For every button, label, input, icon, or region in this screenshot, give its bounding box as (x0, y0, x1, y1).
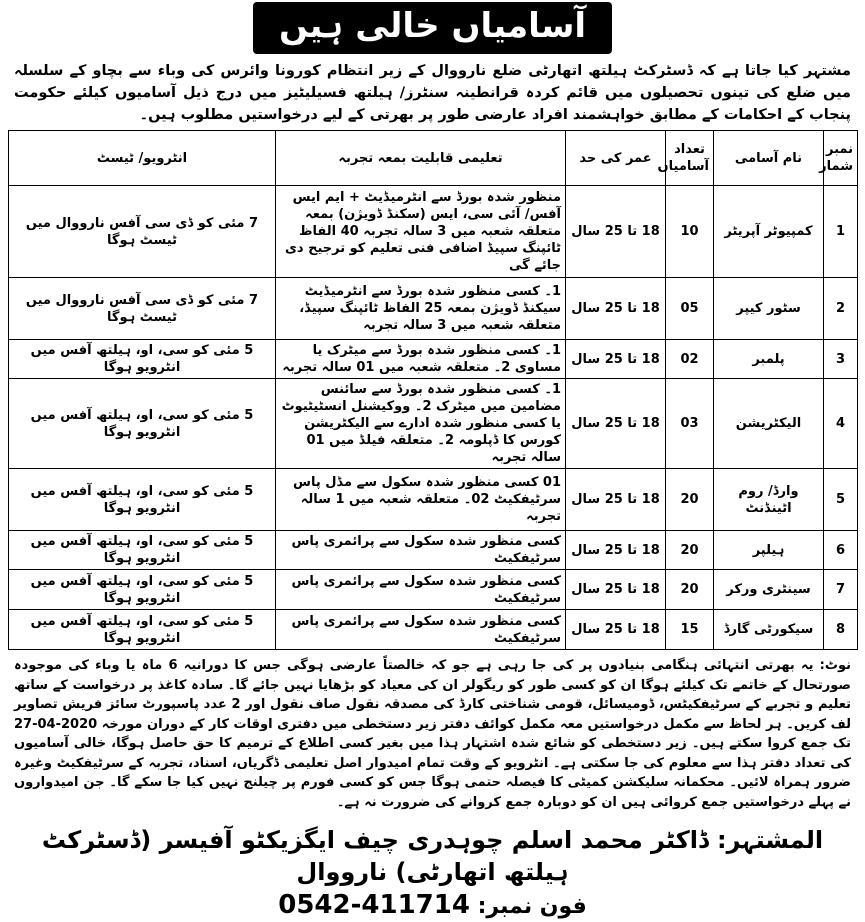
row-qualification: 1۔ کسی منظور شدہ بورڈ سے سائنس مضامین میں میٹرک 2۔ ووکیشنل انسٹیٹیوٹ یا کسی منظور شدہ ادارے سے الیکٹریشن کورس کا ڈپلومہ 2۔ متعلقہ فیلڈ میں 01 سالہ تجربہ (276, 379, 566, 469)
row-interview: 5 مئی کو سی، او، ہیلتھ آفس میں انٹرویو ہوگا (9, 531, 276, 570)
row-interview: 5 مئی کو سی، او، ہیلتھ آفس میں انٹرویو ہوگا (9, 340, 276, 379)
title-banner (8, 0, 857, 54)
table-row (9, 379, 858, 469)
row-age-limit: 18 تا 25 سال (566, 379, 666, 469)
row-age-limit: 18 تا 25 سال (566, 186, 666, 278)
intro-paragraph: مشتہر کیا جاتا ہے کہ ڈسٹرکٹ ہیلتھ اتھارٹی ضلع نارووال کے زیر انتظام کورونا وائرس کی وباء سے بچاو کے سلسلہ میں ضلع کی تینوں تحصیلوں میں قائم کردہ قرانطینہ سنٹرز/ ہیلتھ فسیلیٹیز میں درج ذیل آسامیوں کیلئے حکومت پنجاب کے احکامات کے مطابق خواہشمند افراد عارضی طور پر بھرتی کے لیے درخواستیں مطلوب ہیں۔ (14, 63, 851, 123)
row-interview: 5 مئی کو سی، او، ہیلتھ آفس میں انٹرویو ہوگا (9, 610, 276, 650)
row-post-count: 15 (666, 610, 714, 650)
row-post-name: وارڈ/ روم اٹینڈنٹ (714, 469, 824, 531)
row-serial: 6 (824, 531, 858, 570)
table-row (9, 278, 858, 340)
row-age-limit: 18 تا 25 سال (566, 570, 666, 610)
phone-line (8, 890, 857, 922)
header-interview: انٹرویو/ ٹیسٹ (9, 131, 276, 186)
table-row (9, 531, 858, 570)
row-post-name: سیکورٹی گارڈ (714, 610, 824, 650)
note-paragraph: نوٹ: یہ بھرتی انتہائی ہنگامی بنیادوں پر کی جا رہی ہے جو کہ خالصتاً عارضی ہوگی جس کا دورانیہ 6 ماہ یا وباء کی موجودہ صورتحال کے خاتمے تک کیلئے ہوگا ان کو کسی طور کو ریگولر ان کی معیاد کو بڑھایا نہیں جائے گا۔ سادہ کاغذ پر درخواست کے ساتھ تعلیم و تجربے کے سرٹیفکیٹس، ڈومیسائل، قومی شناختی کارڈ کی مصدقہ نقول صاف نقول اور 2 عدد پاسپورٹ سائز فریش تصاویر لف کریں۔ ہر لحاظ سے مکمل درخواستیں معہ مکمل کوائف دفتر زیر دستخطی میں دفتری اوقات کار کے دوران مورخہ 2020-04-27 تک جمع کروا سکتے ہیں۔ زیر دستخطی کو شائع شدہ اشتہار ہذا میں بغیر کسی اطلاع کے ترمیم کا حق حاصل ہوگا، خالی آسامیوں کی تعداد دفتر ہذا سے معلوم کی جا سکتی ہے۔ انٹرویو کے وقت تمام امیدوار اصل تعلیمی ڈگریاں، اسناد، تجربہ کے سرٹیفکیٹ وغیرہ ضرور ہمراہ لائیں۔ محکمانہ سلیکشن کمیٹی کا فیصلہ حتمی ہوگا جس کو کسی فورم پر چیلنج نہیں کیا جا سکے گا۔ جن امیدواروں نے پہلے درخواستیں جمع کروائی ہیں ان کو دوبارہ جمع کروانے کی ضرورت نہ ہے۔ (14, 658, 851, 810)
page-title: آسامیاں خالی ہیں (253, 2, 612, 54)
row-post-count: 20 (666, 531, 714, 570)
table-row (9, 469, 858, 531)
row-qualification: 1۔ کسی منظور شدہ بورڈ سے میٹرک یا مساوی 2۔ متعلقہ شعبہ میں 01 سالہ تجربہ (276, 340, 566, 379)
row-serial: 8 (824, 610, 858, 650)
row-age-limit: 18 تا 25 سال (566, 531, 666, 570)
row-post-name: الیکٹریشن (714, 379, 824, 469)
row-post-count: 05 (666, 278, 714, 340)
row-serial: 3 (824, 340, 858, 379)
header-age-limit: عمر کی حد (566, 131, 666, 186)
row-interview: 5 مئی کو سی، او، ہیلتھ آفس میں انٹرویو ہوگا (9, 570, 276, 610)
row-serial: 5 (824, 469, 858, 531)
header-post-name: نام آسامی (714, 131, 824, 186)
row-qualification: کسی منظور شدہ سکول سے پرائمری پاس سرٹیفکیٹ (276, 610, 566, 650)
row-qualification: کسی منظور شدہ سکول سے پرائمری پاس سرٹیفکیٹ (276, 570, 566, 610)
row-interview: 5 مئی کو سی، او، ہیلتھ آفس میں انٹرویو ہوگا (9, 379, 276, 469)
row-interview: 7 مئی کو ڈی سی آفس نارووال میں ٹیسٹ ہوگا (9, 278, 276, 340)
table-row (9, 610, 858, 650)
row-post-name: کمپیوٹر آپریٹر (714, 186, 824, 278)
row-age-limit: 18 تا 25 سال (566, 610, 666, 650)
row-qualification: منظور شدہ بورڈ سے انٹرمیڈیٹ + ایم ایس آفس/ آئی سی، ایس (سکنڈ ڈویژن) بمعہ متعلقہ شعبہ میں 3 سالہ تجربہ 40 الفاظ ٹائپنگ سپیڈ اضافی فنی تعلیم کو ترجیح دی جائے گی (276, 186, 566, 278)
row-interview: 5 مئی کو سی، او، ہیلتھ آفس میں انٹرویو ہوگا (9, 469, 276, 531)
row-post-name: پلمبر (714, 340, 824, 379)
vacancies-table (8, 130, 858, 650)
header-post-count: تعداد آسامیاں (666, 131, 714, 186)
row-interview: 7 مئی کو ڈی سی آفس نارووال میں ٹیسٹ ہوگا (9, 186, 276, 278)
row-serial: 2 (824, 278, 858, 340)
row-serial: 7 (824, 570, 858, 610)
advertiser-line: المشتہر: ڈاکٹر محمد اسلم چوہدری چیف ایگزیکٹو آفیسر (ڈسٹرکٹ ہیلتھ اتھارٹی) نارووال (41, 826, 824, 886)
phone-label: فون نمبر: (477, 894, 587, 919)
table-row (9, 340, 858, 379)
row-post-count: 20 (666, 469, 714, 531)
row-post-name: سٹور کیپر (714, 278, 824, 340)
row-post-count: 10 (666, 186, 714, 278)
row-age-limit: 18 تا 25 سال (566, 469, 666, 531)
row-post-count: 02 (666, 340, 714, 379)
row-post-name: ہیلپر (714, 531, 824, 570)
header-serial: نمبر شمار (824, 131, 858, 186)
header-qualification: تعلیمی قابلیت بمعہ تجربہ (276, 131, 566, 186)
row-serial: 1 (824, 186, 858, 278)
phone-number: 0542-411714 (278, 890, 470, 920)
table-row (9, 570, 858, 610)
table-row (9, 186, 858, 278)
row-qualification: 01 کسی منظور شدہ سکول سے مڈل پاس سرٹیفکیٹ 02۔ متعلقہ شعبہ میں 1 سالہ تجربہ (276, 469, 566, 531)
row-post-name: سینٹری ورکر (714, 570, 824, 610)
row-qualification: 1۔ کسی منظور شدہ بورڈ سے انٹرمیڈیٹ سیکنڈ ڈویژن بمعہ 25 الفاظ ٹائپنگ سپیڈ، متعلقہ شعبہ میں 3 سالہ تجربہ (276, 278, 566, 340)
row-serial: 4 (824, 379, 858, 469)
row-age-limit: 18 تا 25 سال (566, 278, 666, 340)
row-age-limit: 18 تا 25 سال (566, 340, 666, 379)
row-post-count: 03 (666, 379, 714, 469)
row-qualification: کسی منظور شدہ سکول سے پرائمری پاس سرٹیفکیٹ (276, 531, 566, 570)
row-post-count: 20 (666, 570, 714, 610)
table-header-row (9, 131, 858, 186)
